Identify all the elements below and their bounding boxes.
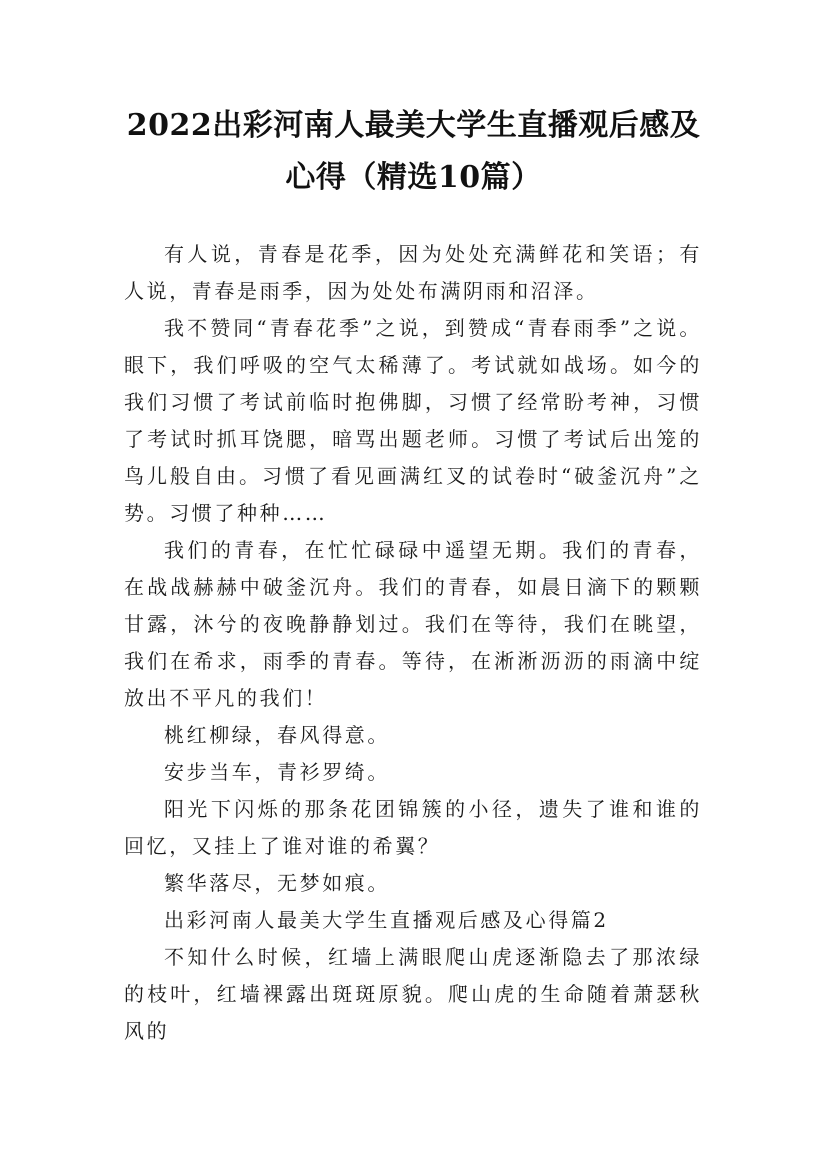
paragraph: 我不赞同“青春花季”之说，到赞成“青春雨季”之说。眼下，我们呼吸的空气太稀薄了。考试就如战场。如今的我们习惯了考试前临时抱佛脚，习惯了经常盼考神，习惯了考试时抓耳饶腮，暗骂出题老师。习惯了考试后出笼的鸟儿般自由。习惯了看见画满红叉的试卷时“破釜沉舟”之势。习惯了种种…… [124,316,702,525]
section-heading: 出彩河南人最美大学生直播观后感及心得篇2 [164,908,609,932]
title-line-1: 2022出彩河南人最美大学生直播观后感及 [126,108,701,143]
paragraph: 繁华落尽，无梦如痕。 [164,871,390,895]
paragraph: 桃红柳绿，春风得意。 [164,723,390,747]
paragraph: 阳光下闪烁的那条花团锦簇的小径，遗失了谁和谁的回忆，又挂上了谁对谁的希翼？ [124,797,702,858]
paragraph: 不知什么时候，红墙上满眼爬山虎逐渐隐去了那浓绿的枝叶，红墙裸露出斑斑原貌。爬山虎的生命随着萧瑟秋风的 [124,945,702,1043]
paragraph: 安步当车，青衫罗绮。 [164,760,390,784]
paragraph: 我们的青春，在忙忙碌碌中遥望无期。我们的青春，在战战赫赫中破釜沉舟。我们的青春，如晨日滴下的颗颗甘露，沐兮的夜晚静静划过。我们在等待，我们在眺望，我们在希求，雨季的青春。等待，在淅淅沥沥的雨滴中绽放出不平凡的我们！ [124,538,702,710]
document-body [124,236,702,1050]
paragraph: 有人说，青春是花季，因为处处充满鲜花和笑语；有人说，青春是雨季，因为处处布满阴雨和沼泽。 [124,242,702,303]
document-title [90,100,737,204]
title-line-2: 心得（精选10篇） [285,160,542,195]
